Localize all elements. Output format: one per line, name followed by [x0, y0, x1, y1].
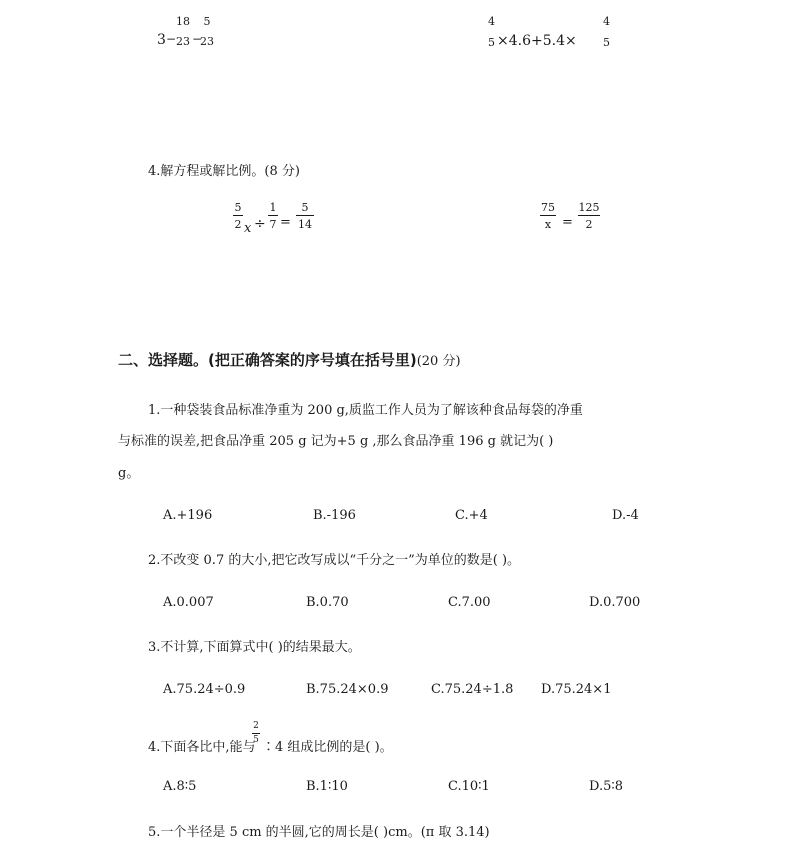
- q1-line-3: g。: [118, 466, 140, 481]
- q4-title: 4.解方程或解比例。(8 分): [148, 164, 300, 179]
- eq1-frac1-den: 2: [234, 218, 242, 231]
- expr1-minus: −: [166, 32, 177, 46]
- q4-frac-den: 5: [253, 735, 259, 745]
- eq1-frac1-num: 5: [234, 201, 242, 214]
- eq1-variable: x: [244, 221, 252, 236]
- q4-choice-post: ∶4 组成比例的是( )。: [262, 740, 393, 755]
- q4-frac-num: 2: [253, 721, 259, 731]
- q3-option-d[interactable]: D.75.24×1: [541, 682, 612, 697]
- section-2-title: 二、选择题。(把正确答案的序号填在括号里): [118, 351, 417, 369]
- eq2-frac2-num: 125: [578, 201, 600, 214]
- eq1-divide: ÷: [254, 216, 266, 232]
- section-2-score: (20 分): [416, 354, 461, 369]
- q3-option-a[interactable]: A.75.24÷0.9: [163, 682, 246, 697]
- q4-frac-bar: [252, 733, 260, 734]
- q1-option-b[interactable]: B.-196: [313, 508, 356, 523]
- expr1-frac1-den: 23: [176, 35, 190, 48]
- q2-option-b[interactable]: B.0.70: [306, 595, 349, 610]
- q5-line-1: 5.一个半径是 5 cm 的半圆,它的周长是( )cm。(π 取 3.14): [148, 825, 490, 840]
- eq1-frac3-den: 14: [298, 218, 312, 231]
- q3-option-b[interactable]: B.75.24×0.9: [306, 682, 389, 697]
- q1-line-2: 与标准的误差,把食品净重 205 g 记为+5 g ,那么食品净重 196 g 就记为( ): [118, 434, 554, 449]
- expr2-body: ×4.6+5.4×: [497, 33, 577, 49]
- q1-option-a[interactable]: A.+196: [163, 508, 213, 523]
- expr1-frac2-num: 5: [203, 15, 211, 28]
- eq2-frac1-num: 75: [541, 201, 555, 214]
- eq2-frac1-den: x: [544, 218, 552, 231]
- eq1-frac3-num: 5: [301, 201, 309, 214]
- section-2-heading: [118, 349, 461, 370]
- q4-option-d[interactable]: D.5∶8: [589, 779, 624, 794]
- q1-option-c[interactable]: C.+4: [455, 508, 488, 523]
- expr2-frac1-den: 5: [488, 36, 495, 49]
- eq1-frac2-den: 7: [269, 218, 277, 231]
- q3-option-c[interactable]: C.75.24÷1.8: [431, 682, 514, 697]
- eq2-frac1-bar: [540, 215, 556, 216]
- eq1-frac1-bar: [233, 215, 243, 216]
- eq2-frac2-den: 2: [585, 218, 593, 231]
- eq1-equals: =: [280, 215, 291, 230]
- eq1-frac3-bar: [296, 215, 314, 216]
- q2-line-1: 2.不改变 0.7 的大小,把它改写成以“千分之一”为单位的数是( )。: [148, 553, 521, 568]
- q4-option-b[interactable]: B.1∶10: [306, 779, 348, 794]
- expr1-whole: 3: [157, 32, 166, 48]
- eq2-equals: =: [562, 215, 573, 230]
- q4-choice-pre: 4.下面各比中,能与: [148, 740, 256, 755]
- eq1-frac2-num: 1: [269, 201, 277, 214]
- q2-option-d[interactable]: D.0.700: [589, 595, 641, 610]
- expr1-minus-2: −: [192, 32, 203, 46]
- q4-option-a[interactable]: A.8∶5: [163, 779, 197, 794]
- q1-line-1: 1.一种袋装食品标准净重为 200 g,质监工作人员为了解该种食品每袋的净重: [148, 403, 583, 418]
- q2-option-a[interactable]: A.0.007: [163, 595, 214, 610]
- expr1-frac2-den: 23: [200, 35, 214, 48]
- expr2-frac2-num: 4: [603, 15, 610, 28]
- eq2-frac2-bar: [578, 215, 600, 216]
- expr2-frac1-num: 4: [488, 15, 495, 28]
- expr1-frac1-num: 18: [176, 15, 190, 28]
- q3-line-1: 3.不计算,下面算式中( )的结果最大。: [148, 640, 361, 655]
- q2-option-c[interactable]: C.7.00: [448, 595, 491, 610]
- q1-option-d[interactable]: D.-4: [612, 508, 639, 523]
- q4-option-c[interactable]: C.10∶1: [448, 779, 490, 794]
- eq1-frac2-bar: [268, 215, 278, 216]
- expr2-frac2-den: 5: [603, 36, 610, 49]
